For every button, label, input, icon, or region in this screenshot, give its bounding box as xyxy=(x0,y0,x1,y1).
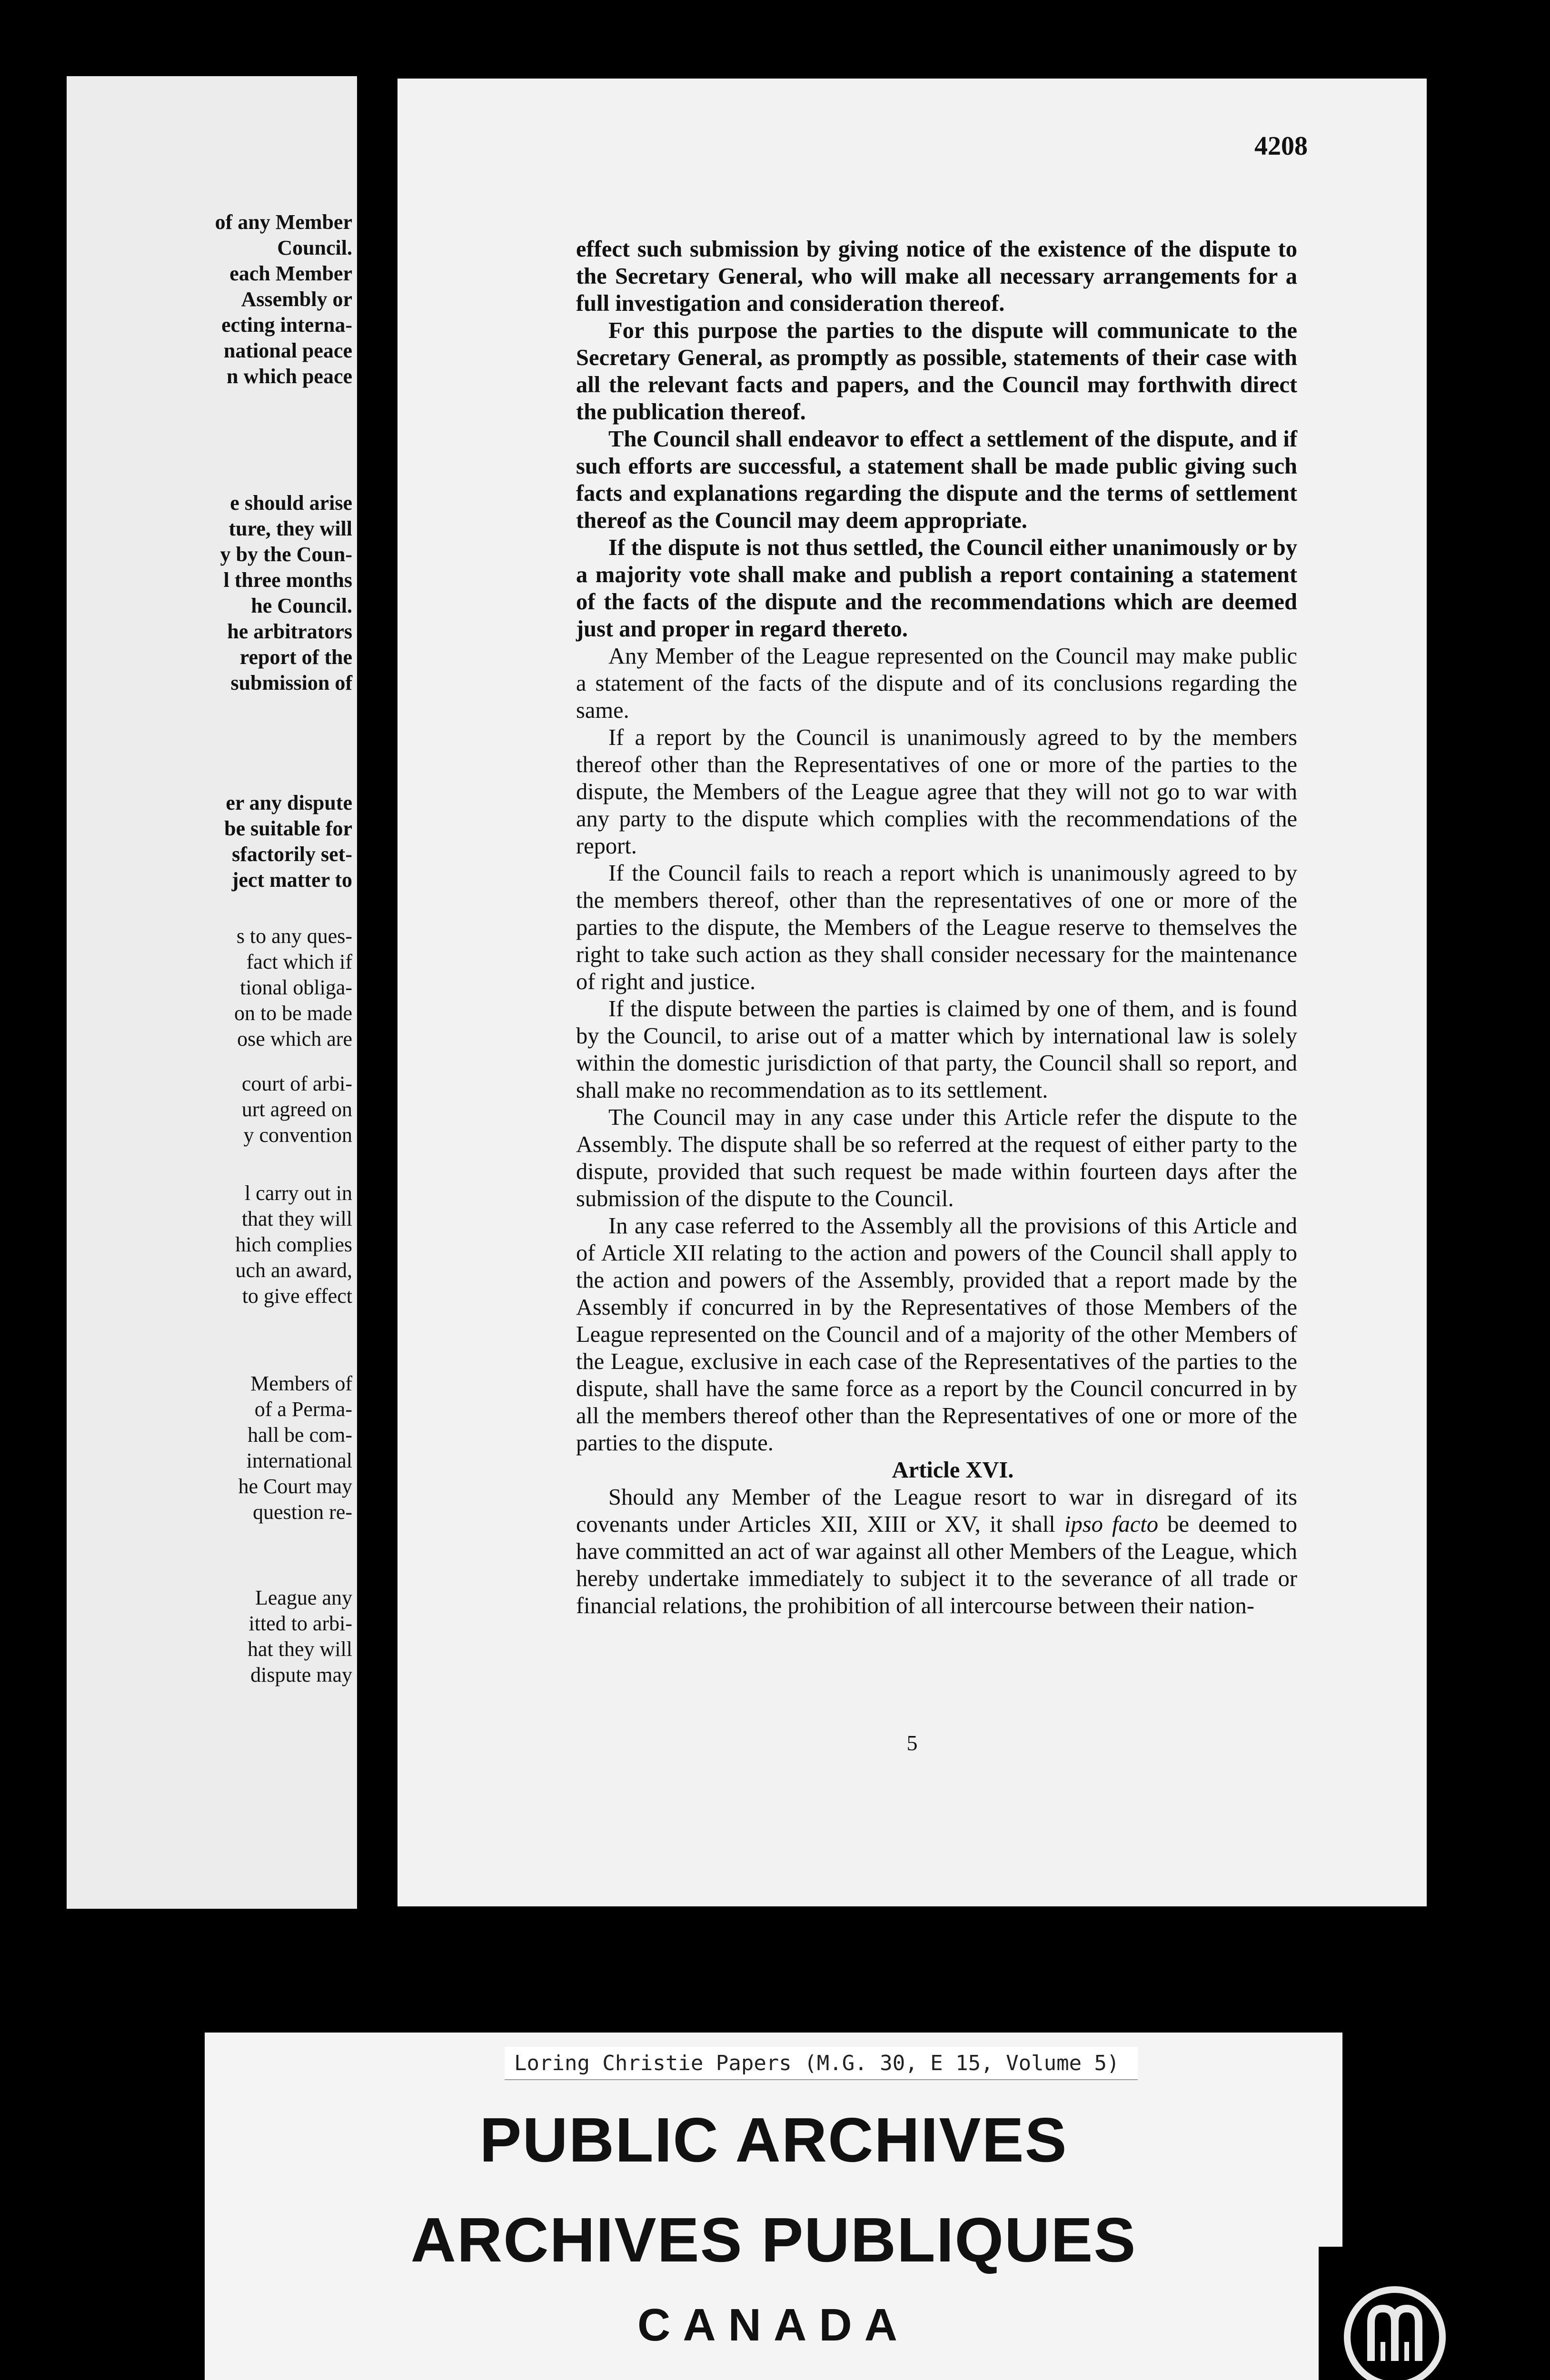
left-fragment-block-5 xyxy=(67,1071,352,1148)
left-fragment-block-1 xyxy=(67,209,352,389)
left-fragment-line: y convention xyxy=(243,1123,352,1147)
label-line-2: ARCHIVES PUBLIQUES xyxy=(410,2205,1137,2275)
left-fragment-line: n which peace xyxy=(227,365,352,388)
left-fragment-block-8 xyxy=(67,1585,352,1688)
left-fragment-line: l three months xyxy=(223,568,352,592)
left-fragment-line: dispute may xyxy=(250,1663,352,1686)
binding-hole-left xyxy=(367,248,399,289)
left-fragment-block-4 xyxy=(67,923,352,1052)
reference-slip: Loring Christie Papers (M.G. 30, E 15, Volume 5) xyxy=(505,2047,1138,2080)
left-fragment-block-7 xyxy=(67,1371,352,1525)
left-fragment-line: ject matter to xyxy=(231,868,352,892)
left-fragment-line: y by the Coun- xyxy=(220,543,352,566)
left-fragment-line: s to any ques- xyxy=(236,924,352,948)
left-fragment-line: hat they will xyxy=(248,1637,352,1661)
paragraph-7: If the Council fails to reach a report which is unanimously agreed to by the members thereof, other than the representatives of one or more of the parties to the dispute, the Members of the League reserve to themselves the right to take such action as they shall consider necessary for the maintenance of right and justice. xyxy=(576,861,1297,994)
article-paragraph-start: Should any Member of the League resort to war in disregard of its covenants under Articles XII, XIII or XV, it shall xyxy=(576,1485,1297,1537)
paragraph-6: If a report by the Council is unanimously agreed to by the members thereof other than the Representatives of one or more of the parties to the dispute, the Members of the League agree that they will not go to war with any party to the dispute which complies with the recommendations of the report. xyxy=(576,725,1297,859)
body-text xyxy=(576,236,1297,1619)
left-fragment-line: be suitable for xyxy=(224,817,352,840)
paragraph-3: The Council shall endeavor to effect a settlement of the dispute, and if such efforts are successful, a statement shall be made public giving such facts and explanations regarding the dispute and the terms of settlement thereof as the Council may deem appropriate. xyxy=(576,426,1297,533)
left-fragment-line: hall be com- xyxy=(248,1423,352,1447)
left-fragment-line: Assembly or xyxy=(241,288,352,311)
page-folio: 5 xyxy=(906,1731,918,1755)
left-fragment-line: l carry out in xyxy=(244,1181,352,1205)
left-fragment-line: fact which if xyxy=(246,950,352,973)
article-paragraph-end: be deemed to have committed an act of war against all other Members of the League, which hereby undertake immediately to subject it to the severance of all trade or financial relations, the prohibition of all intercourse between their nation- xyxy=(576,1512,1297,1618)
page-number: 4208 xyxy=(1254,131,1308,161)
article-paragraph xyxy=(576,1484,1297,1619)
left-fragment-line: ecting interna- xyxy=(221,313,352,337)
left-fragment-line: question re- xyxy=(253,1500,352,1524)
left-fragment-line: on to be made xyxy=(234,1002,352,1025)
left-fragment-line: hich complies xyxy=(235,1233,352,1256)
left-fragment-line: sfactorily set- xyxy=(232,843,352,866)
left-fragment-line: er any dispute xyxy=(226,791,352,814)
left-fragment-line: national peace xyxy=(223,339,352,362)
left-fragment-line: court of arbi- xyxy=(241,1072,352,1095)
left-fragment-line: tional obliga- xyxy=(240,976,352,999)
paragraph-10: In any case referred to the Assembly all the provisions of this Article and of Article XII relating to the action and powers of the Council shall apply to the action and powers of the Assembly, provided that a report made by the Assembly if concurred in by the Representatives of those Members of the League represented on the Council and of a majority of the other Members of the League, exclusive in each case of the Representatives of the parties to the dispute, shall have the same force as a report by the Council concurred in by all the members thereof other than the Representatives of one or more of the parties to the dispute. xyxy=(576,1213,1297,1456)
left-fragment-line: Members of xyxy=(250,1372,352,1395)
left-fragment-line: he arbitrators xyxy=(227,620,352,643)
article-heading: Article XVI. xyxy=(892,1458,1014,1483)
left-fragment-block-2 xyxy=(67,490,352,696)
left-fragment-line: international xyxy=(246,1449,352,1472)
left-fragment-line: Council. xyxy=(277,236,352,259)
left-fragment-block-3 xyxy=(67,790,352,893)
paragraph-1: effect such submission by giving notice of the existence of the dispute to the Secretary General, who will make all necessary arrangements for a full investigation and consideration thereof. xyxy=(576,237,1297,316)
label-line-1: PUBLIC ARCHIVES xyxy=(479,2105,1068,2175)
left-fragment-line: itted to arbi- xyxy=(248,1612,352,1635)
left-fragment-line: each Member xyxy=(229,262,352,285)
article-paragraph-italic: ipso facto xyxy=(1064,1512,1159,1537)
paragraph-8: If the dispute between the parties is claimed by one of them, and is found by the Council, to arise out of a matter which by international law is solely within the domestic jurisdiction of that party, the Council shall so report, and shall make no recommendation as to its settlement. xyxy=(576,996,1297,1103)
previous-page-strip xyxy=(67,76,357,1909)
label-line-3: CANADA xyxy=(637,2300,910,2350)
left-fragment-line: that they will xyxy=(241,1207,352,1230)
left-fragment-line: ture, they will xyxy=(229,517,352,540)
left-fragment-line: of any Member xyxy=(215,210,352,234)
left-fragment-line: submission of xyxy=(230,671,352,694)
paragraph-2: For this purpose the parties to the dispute will communicate to the Secretary General, as promptly as possible, statements of their case with all the relevant facts and papers, and the Council may forthwith direct the publication thereof. xyxy=(576,318,1297,425)
left-fragment-line: ose which are xyxy=(237,1027,352,1051)
paragraph-5: Any Member of the League represented on the Council may make public a statement of the facts of the dispute and of its conclusions regarding the same. xyxy=(576,644,1297,723)
main-page xyxy=(397,79,1427,1906)
left-fragment-line: he Council. xyxy=(251,594,352,617)
left-fragment-line: to give effect xyxy=(242,1284,352,1308)
paragraph-4: If the dispute is not thus settled, the Council either unanimously or by a majority vote shall make and publish a report containing a statement of the facts of the dispute and the recommendations which are deemed just and proper in regard thereto. xyxy=(576,535,1297,642)
paragraph-9: The Council may in any case under this Article refer the dispute to the Assembly. The dispute shall be so referred at the request of either party to the dispute, provided that such request be made within fourteen days after the submission of the dispute to the Council. xyxy=(576,1105,1297,1211)
left-fragment-line: of a Perma- xyxy=(254,1398,352,1421)
left-fragment-line: report of the xyxy=(239,645,352,669)
left-fragment-line: uch an award, xyxy=(235,1259,352,1282)
archives-logo-icon xyxy=(1319,2247,1471,2380)
left-fragment-line: e should arise xyxy=(230,491,352,515)
left-fragment-block-6 xyxy=(67,1180,352,1309)
left-fragment-line: he Court may xyxy=(238,1475,352,1498)
archive-label xyxy=(205,2033,1342,2380)
left-fragment-line: urt agreed on xyxy=(241,1098,352,1121)
left-fragment-line: League any xyxy=(255,1586,352,1609)
